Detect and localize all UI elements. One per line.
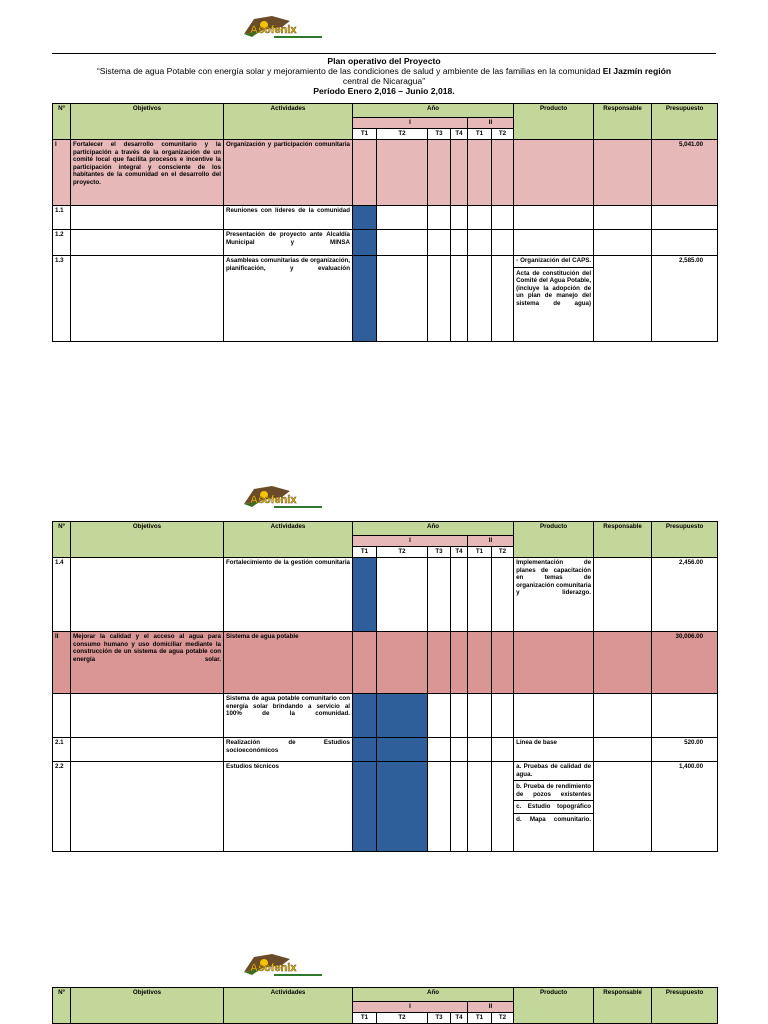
product-item: - Organización del CAPS.: [516, 257, 592, 264]
quarter-t1: T1: [353, 129, 377, 140]
quarter-t2: T2: [492, 547, 514, 558]
row-num: 2.2: [53, 762, 71, 852]
row-num: II: [53, 632, 71, 694]
product-item: a. Pruebas de calidad de agua.: [516, 763, 592, 778]
document-title: Plan operativo del Proyecto: [327, 56, 441, 66]
product-item: b. Prueba de rendimiento de pozos existentes: [514, 780, 593, 798]
quarter-t1: T1: [468, 547, 492, 558]
col-anio: Año: [353, 988, 514, 1002]
col-objetivos: Objetivos: [71, 104, 224, 140]
year-2: II: [468, 118, 514, 129]
col-num: Nº: [53, 104, 71, 140]
col-objetivos: Objetivos: [71, 522, 224, 558]
row-budget: 2,456.00: [652, 558, 718, 632]
row-activity: Realización de Estudios socioeconómicos: [224, 738, 353, 762]
quarter-t2: T2: [492, 129, 514, 140]
quarter-t2: T2: [492, 1013, 514, 1024]
col-anio: Año: [353, 104, 514, 118]
quarter-t1: T1: [353, 1013, 377, 1024]
col-actividades: Actividades: [224, 988, 353, 1024]
col-presupuesto: Presupuesto: [652, 104, 718, 140]
asofenix-logo: [242, 952, 326, 978]
table-row: [53, 206, 718, 230]
col-num: Nº: [53, 988, 71, 1024]
quarter-t4: T4: [451, 1013, 468, 1024]
col-presupuesto: Presupuesto: [652, 988, 718, 1024]
quarter-t4: T4: [451, 129, 468, 140]
row-budget: 5,041.00: [652, 140, 718, 206]
row-num: 1.2: [53, 230, 71, 256]
row-activity: Organización y participación comunitaria: [224, 140, 353, 206]
logo-text: Asofenix: [250, 494, 297, 506]
table-row: [53, 632, 718, 694]
schedule-bar: [353, 256, 377, 342]
row-activity: Presentación de proyecto ante Alcaldía Municipal y MINSA: [224, 230, 353, 256]
quarter-t3: T3: [428, 129, 451, 140]
quarter-t2: T2: [377, 129, 428, 140]
row-activity: Sistema de agua potable comunitario con energía solar brindando a servicio al 100% de la comunidad.: [224, 694, 353, 738]
col-anio: Año: [353, 522, 514, 536]
col-responsable: Responsable: [594, 988, 652, 1024]
schedule-bar: [377, 738, 428, 762]
year-1: I: [353, 1002, 468, 1013]
col-actividades: Actividades: [224, 104, 353, 140]
quarter-t3: T3: [428, 1013, 451, 1024]
col-actividades: Actividades: [224, 522, 353, 558]
row-activity: Estudios técnicos: [224, 762, 353, 852]
operative-plan-table: [52, 103, 718, 342]
year-1: I: [353, 118, 468, 129]
asofenix-logo: [242, 14, 326, 40]
col-producto: Producto: [514, 104, 594, 140]
schedule-bar: [377, 694, 428, 738]
table-row: [53, 694, 718, 738]
col-responsable: Responsable: [594, 104, 652, 140]
col-num: Nº: [53, 522, 71, 558]
row-activity: Fortalecimiento de la gestión comunitaria: [224, 558, 353, 632]
header-rule: [52, 53, 716, 54]
schedule-bar: [353, 762, 377, 852]
quarter-t1: T1: [353, 547, 377, 558]
row-num: I: [53, 140, 71, 206]
operative-plan-table: [52, 521, 718, 852]
table-row: [53, 230, 718, 256]
row-budget: 30,006.00: [652, 632, 718, 694]
quarter-t2: T2: [377, 547, 428, 558]
product-item: Acta de constitución del Comité del Agua Potable, (incluye la adopción de un plan de manejo del sistema de agua): [514, 267, 593, 308]
product-item: c. Estudio topográfico: [514, 800, 593, 811]
quarter-t4: T4: [451, 547, 468, 558]
logo-text: Asofenix: [250, 24, 297, 36]
asofenix-logo: [242, 484, 326, 510]
schedule-bar: [353, 738, 377, 762]
row-num: 2.1: [53, 738, 71, 762]
operative-plan-table: [52, 987, 718, 1024]
row-product: Línea de base: [514, 738, 594, 762]
year-2: II: [468, 1002, 514, 1013]
col-responsable: Responsable: [594, 522, 652, 558]
project-name-line2: central de Nicaragua”: [342, 76, 426, 86]
col-presupuesto: Presupuesto: [652, 522, 718, 558]
row-num: 1.1: [53, 206, 71, 230]
schedule-bar: [377, 762, 428, 852]
project-period: Período Enero 2,016 – Junio 2,018.: [313, 86, 455, 96]
document-header: [52, 56, 716, 96]
year-1: I: [353, 536, 468, 547]
col-producto: Producto: [514, 988, 594, 1024]
logo-text: Asofenix: [250, 962, 297, 974]
row-num: 1.4: [53, 558, 71, 632]
table-row: [53, 738, 718, 762]
row-num: 1.3: [53, 256, 71, 342]
row-objective: Mejorar la calidad y el acceso al agua para consumo humano y uso domiciliar mediante la construcción de un sistema de agua potable con energía solar.: [71, 632, 224, 694]
col-producto: Producto: [514, 522, 594, 558]
row-objective: Fortalecer el desarrollo comunitario y la participación a través de la organización de un comité local que facilita procesos e incentive la participación integral y consciente de los habitantes de la comunidad en el desarrollo del proyecto.: [71, 140, 224, 206]
schedule-bar: [353, 694, 377, 738]
row-budget: 1,400.00: [652, 762, 718, 852]
row-budget: 2,585.00: [652, 256, 718, 342]
product-item: d. Mapa comunitario.: [514, 813, 593, 824]
row-product: [514, 256, 594, 342]
table-row: [53, 762, 718, 852]
table-row: [53, 140, 718, 206]
quarter-t3: T3: [428, 547, 451, 558]
quarter-t1: T1: [468, 1013, 492, 1024]
quarter-t1: T1: [468, 129, 492, 140]
year-2: II: [468, 536, 514, 547]
project-name: “Sistema de agua Potable con energía solar y mejoramiento de las condiciones de salud y ambiente de las familias en la comunidad El Jazmín región: [96, 66, 672, 76]
row-product: Implementación de planes de capacitación en temas de organización comunitaria y liderazgo.: [514, 558, 594, 632]
schedule-bar: [353, 230, 377, 256]
row-activity: Asambleas comunitarias de organización, planificación, y evaluación: [224, 256, 353, 342]
quarter-t2: T2: [377, 1013, 428, 1024]
col-objetivos: Objetivos: [71, 988, 224, 1024]
table-row: [53, 558, 718, 632]
row-budget: 520.00: [652, 738, 718, 762]
schedule-bar: [353, 558, 377, 632]
row-product: [514, 762, 594, 852]
schedule-bar: [353, 206, 377, 230]
row-activity: Reuniones con líderes de la comunidad: [224, 206, 353, 230]
row-activity: Sistema de agua potable: [224, 632, 353, 694]
table-row: [53, 256, 718, 342]
